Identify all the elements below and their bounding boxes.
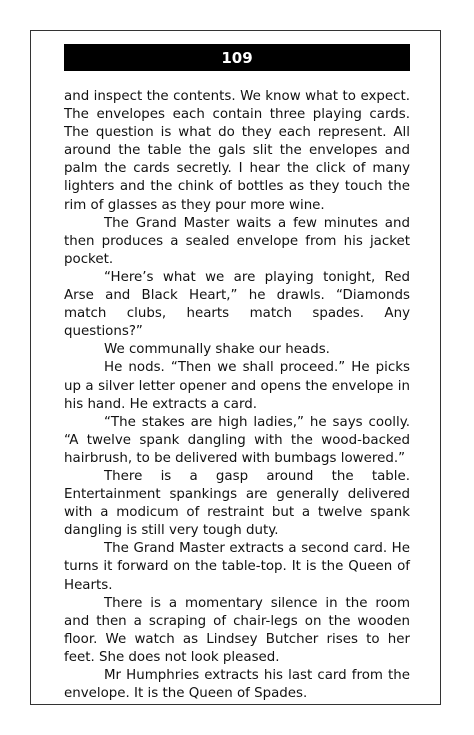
paragraph: There is a momentary silence in the room and then a scraping of chair-legs on the wooden floor. We watch as Lindsey Butcher rises to her feet. She does not look pleased.: [64, 595, 410, 665]
page-number-header: [64, 44, 410, 71]
paragraph: “The stakes are high ladies,” he says coolly. “A twelve spank dangling with the wood-backed hairbrush, to be delivered with bumbags lowered.”: [64, 414, 410, 466]
paragraph: There is a gasp around the table. Entertainment spankings are generally delivered with a modicum of restraint but a twelve spank dangling is still very tough duty.: [64, 468, 410, 539]
page-body: [64, 88, 410, 703]
paragraph: He nods. “Then we shall proceed.” He picks up a silver letter opener and opens the envelope in his hand. He extracts a card.: [64, 360, 410, 412]
paragraph: and inspect the contents. We know what to expect. The envelopes each contain three playing cards. The question is what do they each represent. All around the table the gals slit the envelopes and palm the cards secretly. I hear the click of many lighters and the chink of bottles as they touch the rim of glasses as they pour more wine.: [64, 89, 410, 213]
paragraph: Mr Humphries extracts his last card from the envelope. It is the Queen of Spades.: [64, 668, 410, 702]
paragraph: We communally shake our heads.: [104, 342, 330, 358]
paragraph: The Grand Master extracts a second card. He turns it forward on the table-top. It is the Queen of Hearts.: [64, 541, 410, 593]
paragraph: The Grand Master waits a few minutes and then produces a sealed envelope from his jacket pocket.: [64, 215, 410, 267]
paragraph: “Here’s what we are playing tonight, Red Arse and Black Heart,” he drawls. “Diamonds match clubs, hearts match spades. Any questions?”: [64, 269, 410, 340]
page-number: 109: [221, 48, 253, 67]
